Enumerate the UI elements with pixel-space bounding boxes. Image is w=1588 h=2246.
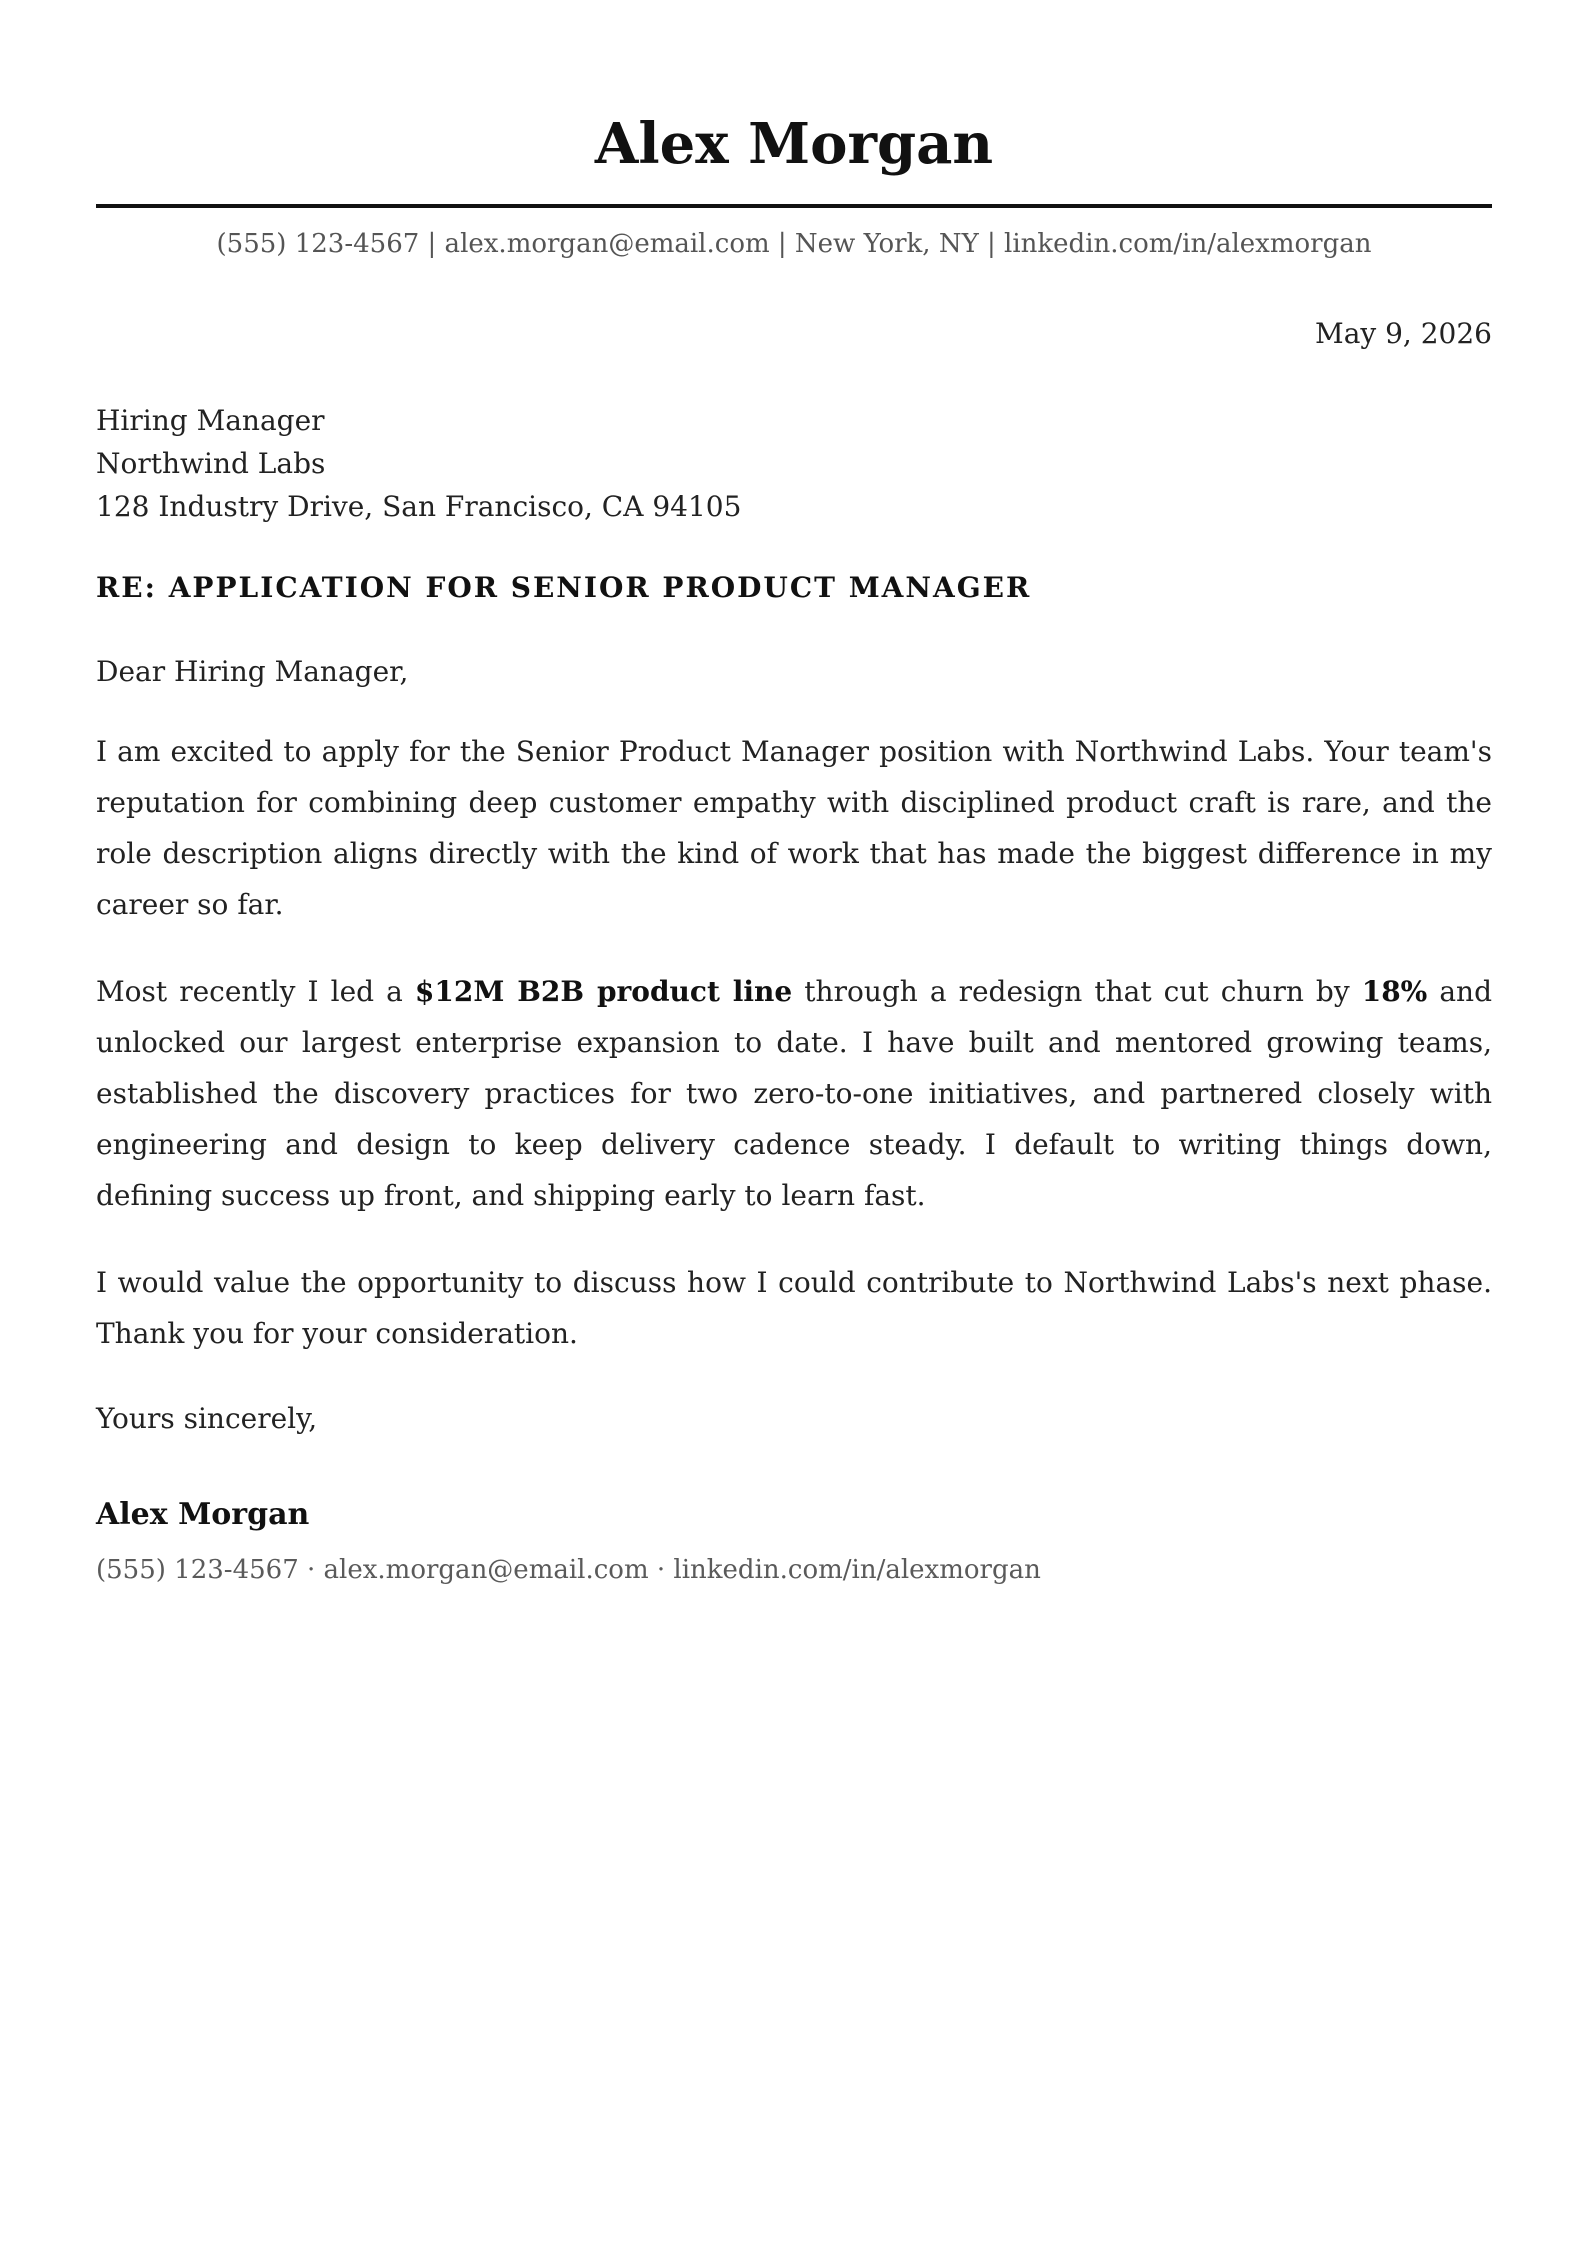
signature-name: Alex Morgan (96, 1497, 310, 1532)
header-divider (96, 204, 1492, 208)
recipient-address: 128 Industry Drive, San Francisco, CA 94105 (96, 490, 742, 523)
paragraph-2-text-2: through a redesign that cut churn by (792, 975, 1362, 1008)
signature-contact: (555) 123-4567 · alex.morgan@email.com · linkedin.com/in/alexmorgan (96, 1555, 1041, 1585)
paragraph-2-text-1: Most recently I led a (96, 975, 415, 1008)
paragraph-2-text-3: and unlocked our largest enterprise expansion to date. I have built and mentored growing teams, established the discovery practices for two zero-to-one initiatives, and partnered closely with engineering and design to keep delivery cadence steady. I default to writing things down, defining success up front, and shipping early to learn fast. (96, 975, 1493, 1212)
subject-line: RE: APPLICATION FOR SENIOR PRODUCT MANAGER (96, 571, 1032, 604)
recipient-block (96, 399, 1492, 528)
body-paragraph-1: I am excited to apply for the Senior Product Manager position with Northwind Labs. Your team's reputation for combining deep customer empathy with disciplined product craft is rare, and the role description aligns directly with the kind of work that has made the biggest difference in my career so far. (96, 735, 1492, 921)
body-paragraph-3: I would value the opportunity to discuss how I could contribute to Northwind Labs's next phase. Thank you for your consideration. (96, 1266, 1492, 1350)
highlight-product-line: $12M B2B product line (414, 975, 793, 1008)
cover-letter-page (96, 0, 1492, 1587)
body-paragraph-2 (96, 966, 1492, 1221)
highlight-churn-reduction: 18% (1361, 975, 1428, 1008)
closing: Yours sincerely, (96, 1402, 318, 1435)
recipient-company: Northwind Labs (96, 447, 326, 480)
salutation: Dear Hiring Manager, (96, 655, 409, 688)
header-contact-line: (555) 123-4567 | alex.morgan@email.com | New York, NY | linkedin.com/in/alexmorgan (216, 229, 1372, 259)
applicant-name-heading: Alex Morgan (594, 111, 994, 177)
recipient-title: Hiring Manager (96, 404, 325, 437)
letter-date: May 9, 2026 (1315, 317, 1492, 350)
